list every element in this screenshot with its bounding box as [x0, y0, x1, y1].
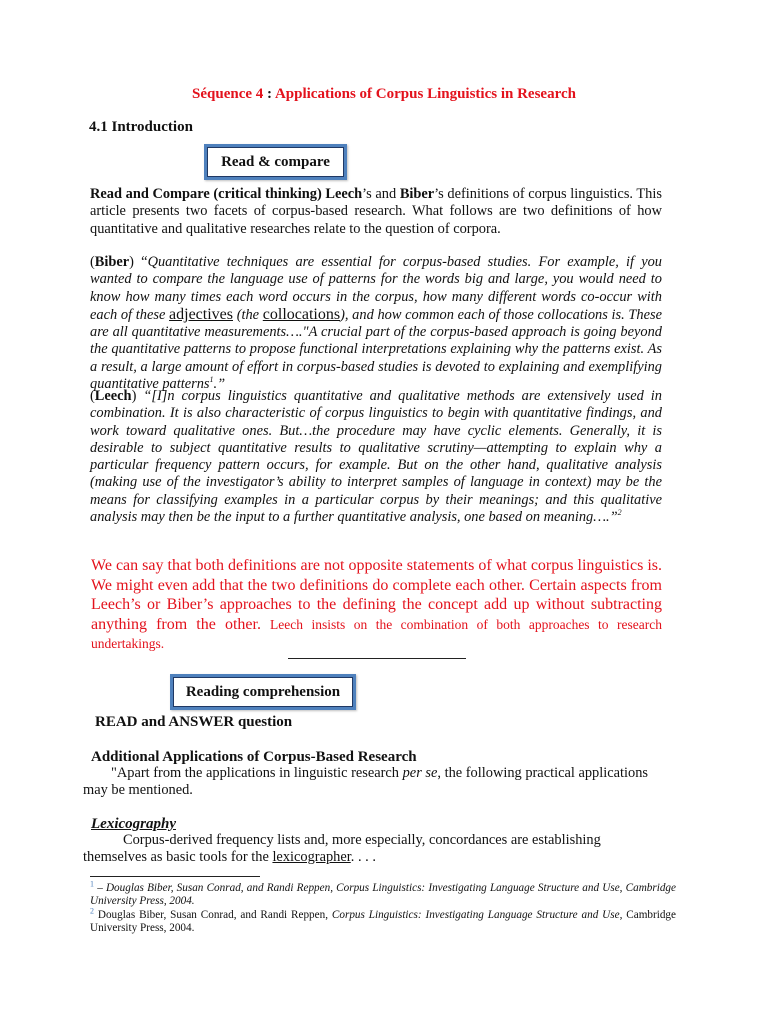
intro-rest: ’s definitions of corpus linguistics. This article presents two facets of corpus-based research. What follows are two definitions of how quantitative and qualitative researches relate to the question of corpora. [90, 186, 662, 237]
intro-paragraph [90, 186, 662, 238]
title-separator: : [263, 86, 275, 102]
leech-quote [90, 388, 662, 526]
biber-name: Biber [94, 254, 130, 270]
biber-text-3: ), and how common each of those collocations is. These are all quantitative measurements…."A crucial part of the corpus-based approach is going beyond the quantitative patterns to propose functional interpretations explaining why the patterns exist. As a result, a large amount of effort in corpus-based studies is devoted to explaining and exemplifying quantitative patterns [90, 306, 662, 393]
biber-close: ) “ [129, 254, 148, 270]
link-collocations[interactable]: collocations [262, 305, 341, 323]
footnote-1-number: 1 [90, 879, 94, 889]
page-title [0, 86, 768, 103]
lexicography-paragraph [83, 832, 668, 866]
lexicography-ellipsis: . . . . [350, 849, 376, 865]
biber-text-1: Quantitative techniques are essential for corpus-based studies. For example, if you wanted to compare the language use of patterns for the words big and large, you would need to know how many times each word occurs in the corpus, how many different words co-occur with each of these [90, 254, 662, 323]
link-adjectives[interactable]: adjectives [169, 305, 233, 323]
footnote-2-book: Corpus Linguistics: Investigating Language Structure and Use, [331, 909, 623, 921]
title-text: Applications of Corpus Linguistics in Research [274, 86, 576, 102]
biber-open: ( [90, 254, 95, 270]
lexicography-text: Corpus-derived frequency lists and, more especially, concordances are establishing themselves as basic tools for the [83, 832, 601, 865]
footnote-1 [90, 879, 676, 908]
leech-open: ( [90, 388, 95, 404]
applications-text-1: "Apart from the applications in linguistic research [111, 765, 403, 781]
leech-name: Leech [94, 388, 132, 404]
applications-text-2: , the following practical applications may be mentioned. [83, 765, 648, 798]
biber-end: .” [213, 376, 226, 393]
biber-text-2: (the [233, 306, 263, 323]
read-answer-heading: READ and ANSWER question [95, 714, 293, 730]
footnote-2 [90, 906, 676, 935]
footnote-ref-1[interactable]: 1 [209, 375, 214, 385]
comparison-note-main: We can say that both definitions are not opposite statements of what corpus linguistics is. We might even add that the two definitions do complete each other. Certain aspects from Leech’s or Biber’s approaches to the defining the concept add up without subtracting anything from the other. [91, 557, 662, 633]
footnote-ref-2[interactable]: 2 [617, 508, 622, 518]
biber-quote [90, 254, 662, 393]
reading-comprehension-label: Reading comprehension [173, 677, 353, 707]
lexicography-heading: Lexicography [91, 816, 176, 832]
intro-lead: Read and Compare (critical thinking) Leech [90, 186, 363, 202]
intro-mid: ’s and [362, 186, 400, 202]
section-divider [288, 658, 466, 659]
applications-per-se: per se [402, 765, 438, 781]
footnote-2-number: 2 [90, 906, 94, 916]
footnote-2-publisher: Cambridge University Press, 2004. [90, 909, 676, 934]
section-heading-introduction: 4.1 Introduction [89, 119, 193, 135]
applications-paragraph [83, 765, 668, 799]
footnote-1-text: – Douglas Biber, Susan Conrad, and Randi Reppen, Corpus Linguistics: Investigating Language Structure and Use, Cambridge University Press, 2004. [90, 882, 676, 907]
footnote-separator [90, 876, 260, 877]
additional-applications-heading: Additional Applications of Corpus-Based Research [91, 749, 417, 765]
footnote-2-authors: Douglas Biber, Susan Conrad, and Randi Reppen, [94, 909, 332, 921]
leech-text: “[I]n corpus linguistics quantitative and qualitative methods are extensively used in combination. It is also characteristic of corpus linguistics to begin with quantitative findings, and work toward qualitative ones. But…the procedure may have cyclic elements. Generally, it is desirable to subject quantitative results to qualitative scrutiny—attempting to explain why a particular frequency pattern occurs, for example. But on the other hand, qualitative analysis (making use of the investigator’s ability to interpret samples of language in context) may be the means for classifying examples in a particular corpus by their meanings; and this qualitative analysis may then be the input to a further quantitative analysis, one based on meaning….” [90, 388, 663, 526]
comparison-note [91, 556, 662, 654]
comparison-note-small: Leech insists on the combination of both approaches to research undertakings. [91, 616, 662, 651]
read-compare-label: Read & compare [207, 147, 344, 177]
reading-comprehension-box [170, 674, 356, 710]
read-compare-box [204, 144, 347, 180]
intro-biber: Biber [399, 186, 435, 202]
link-lexicographer[interactable]: lexicographer [272, 849, 351, 865]
sequence-label: Séquence 4 [192, 86, 264, 102]
leech-close: ) [131, 388, 144, 404]
